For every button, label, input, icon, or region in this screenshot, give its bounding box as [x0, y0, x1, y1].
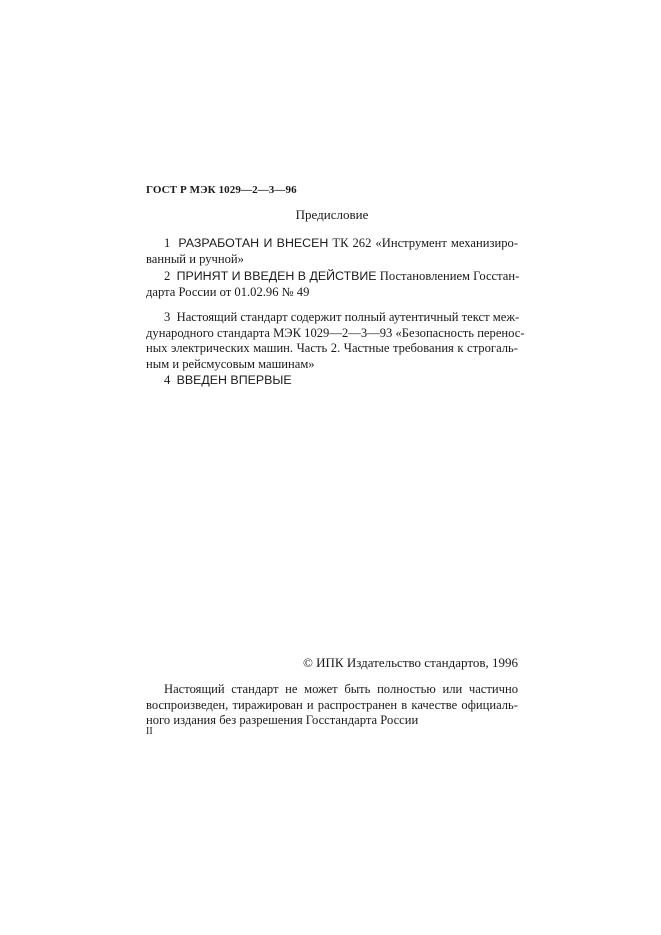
- foreword-item-1-line-2: ванный и ручной»: [146, 251, 244, 266]
- page-title: Предисловие: [295, 207, 369, 222]
- notice-line-2: воспроизведен, тиражирован и распространен в качестве официаль-: [146, 697, 518, 712]
- foreword-item-3-line-2: дународного стандарта МЭК 1029—2—3—93 «Безопасность перенос-: [146, 325, 525, 340]
- foreword-item-1-line-1: [146, 236, 518, 252]
- item-number: 1: [164, 236, 171, 250]
- item-text: ТК 262 «Инструмент механизиро-: [332, 236, 519, 250]
- copyright-line: © ИПК Издательство стандартов, 1996: [303, 655, 518, 670]
- foreword-item-3-line-1: [146, 310, 518, 326]
- reproduction-notice: [146, 682, 518, 729]
- foreword-item-2-line-1: [146, 269, 518, 285]
- item-caps-heading: ВВЕДЕН ВПЕРВЫЕ: [176, 373, 292, 387]
- item-caps-heading: ПРИНЯТ И ВВЕДЕН В ДЕЙСТВИЕ: [176, 269, 377, 283]
- item-text: Настоящий стандарт содержит полный аутентичный текст меж-: [176, 310, 520, 324]
- foreword-item-2: [146, 269, 518, 300]
- foreword-item-3: [146, 310, 525, 372]
- standard-code-header: ГОСТ Р МЭК 1029—2—3—96: [146, 184, 297, 196]
- foreword-item-2-line-2: дарта России от 01.02.96 № 49: [146, 284, 310, 299]
- foreword-item-4-line-1: [146, 373, 518, 389]
- foreword-item-3-line-3: ных электрических машин. Часть 2. Частные требования к строгаль-: [146, 341, 518, 355]
- item-number: 2: [164, 269, 171, 283]
- item-text: Постановлением Госстан-: [379, 269, 520, 283]
- item-number: 4: [164, 373, 171, 387]
- notice-line-3: ного издания без разрешения Госстандарта России: [146, 713, 419, 727]
- item-number: 3: [164, 310, 171, 324]
- page-number: II: [146, 726, 153, 737]
- item-caps-heading: РАЗРАБОТАН И ВНЕСЕН: [178, 236, 329, 250]
- foreword-item-4: [146, 373, 518, 389]
- notice-line-1: Настоящий стандарт не может быть полностью или частично: [164, 682, 518, 696]
- foreword-item-1: [146, 236, 518, 267]
- foreword-item-3-line-4: ным и рейсмусовым машинам»: [146, 356, 315, 371]
